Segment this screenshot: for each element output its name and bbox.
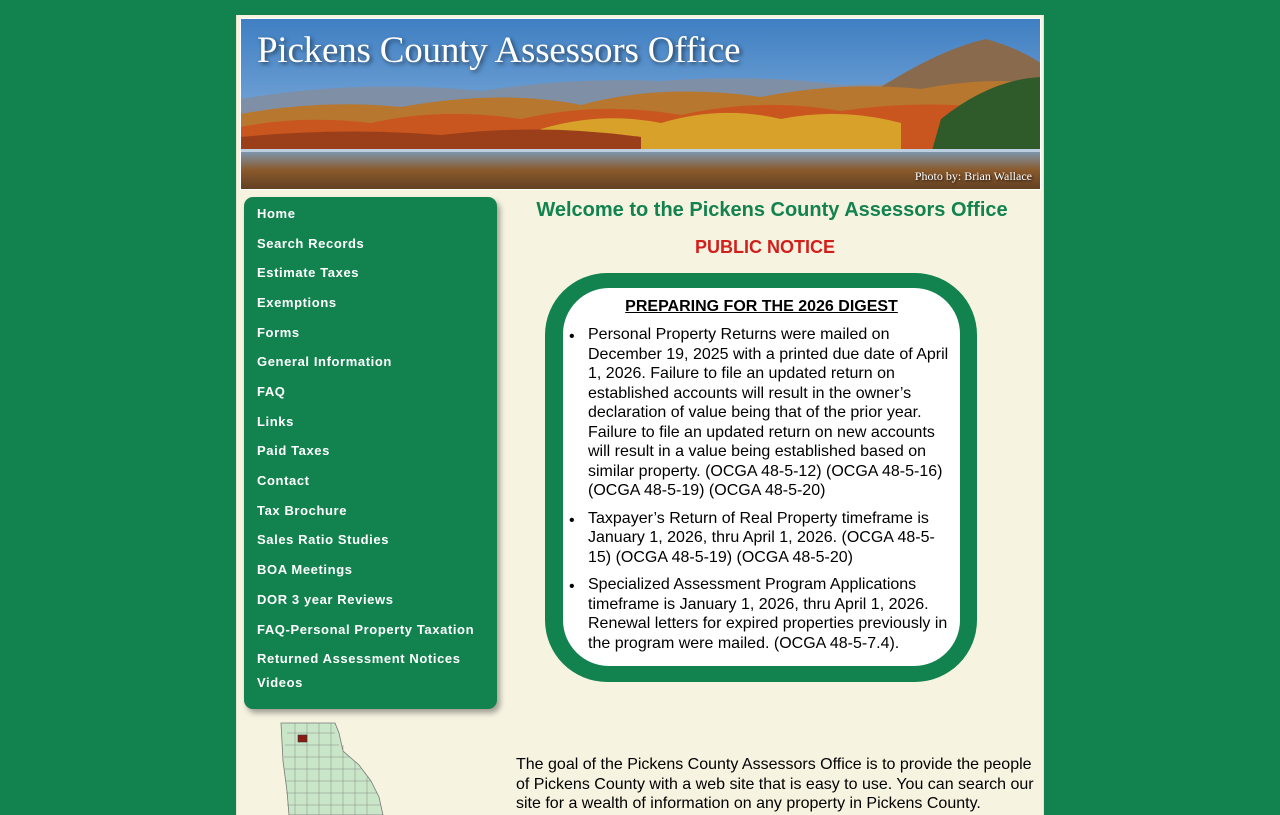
public-notice-heading: PUBLIC NOTICE	[694, 237, 835, 257]
notice-box	[545, 273, 977, 682]
page-container	[236, 15, 1044, 815]
nav-forms[interactable]: Forms	[257, 325, 300, 340]
notice-item: • Specialized Assessment Program Applications timeframe is January 1, 2026, thru April 1, 2026. Renewal letters for expired properties previously in the program were mailed. (OCGA 48-5-7.4).	[588, 575, 950, 653]
nav-contact[interactable]: Contact	[257, 473, 310, 488]
nav-estimate-taxes[interactable]: Estimate Taxes	[257, 265, 360, 280]
notice-box-inner	[563, 288, 960, 666]
nav-general-information[interactable]: General Information	[257, 354, 392, 369]
nav-home[interactable]: Home	[257, 206, 296, 221]
nav-tax-brochure[interactable]: Tax Brochure	[257, 503, 348, 518]
notice-item: • Taxpayer’s Return of Real Property timeframe is January 1, 2026, thru April 1, 2026. (OCGA 48-5-15) (OCGA 48-5-19) (OCGA 48-5-20)	[588, 509, 950, 568]
nav-exemptions[interactable]: Exemptions	[257, 295, 337, 310]
nav-faq-personal-property-taxation[interactable]: FAQ-Personal Property Taxation	[257, 622, 475, 637]
nav-videos[interactable]: Videos	[257, 675, 303, 690]
site-title: Pickens County Assessors Office	[257, 30, 741, 71]
header-banner	[240, 18, 1041, 190]
notice-title: PREPARING FOR THE 2026 DIGEST	[625, 298, 898, 315]
nav-dor-3-year-reviews[interactable]: DOR 3 year Reviews	[257, 592, 394, 607]
sidebar-nav	[244, 197, 497, 709]
nav-boa-meetings[interactable]: BOA Meetings	[257, 562, 353, 577]
nav-faq[interactable]: FAQ	[257, 384, 286, 399]
goal-paragraph: The goal of the Pickens County Assessors Office is to provide the people of Pickens County with a web site that is easy to use. You can search our site for a wealth of information on any property in Pickens County.	[516, 756, 1034, 812]
photo-credit: Photo by: Brian Wallace	[914, 169, 1032, 183]
nav-paid-taxes[interactable]: Paid Taxes	[257, 443, 330, 458]
notice-item: • Personal Property Returns were mailed on December 19, 2025 with a printed due date of April 1, 2026. Failure to file an updated return on established accounts will result in the owner’s declaration of value being that of the prior year. Failure to file an updated return on new accounts will result in a value being established based on similar property. (OCGA 48-5-12) (OCGA 48-5-16) (OCGA 48-5-19) (OCGA 48-5-20)	[588, 325, 950, 501]
welcome-heading: Welcome to the Pickens County Assessors Office	[536, 199, 1008, 221]
nav-links[interactable]: Links	[257, 414, 294, 429]
nav-search-records[interactable]: Search Records	[257, 236, 365, 251]
notice-list	[588, 325, 950, 661]
pickens-county-marker	[298, 735, 307, 742]
georgia-county-map	[279, 721, 389, 815]
nav-returned-assessment-notices[interactable]: Returned Assessment Notices	[257, 651, 461, 666]
nav-sales-ratio-studies[interactable]: Sales Ratio Studies	[257, 532, 390, 547]
